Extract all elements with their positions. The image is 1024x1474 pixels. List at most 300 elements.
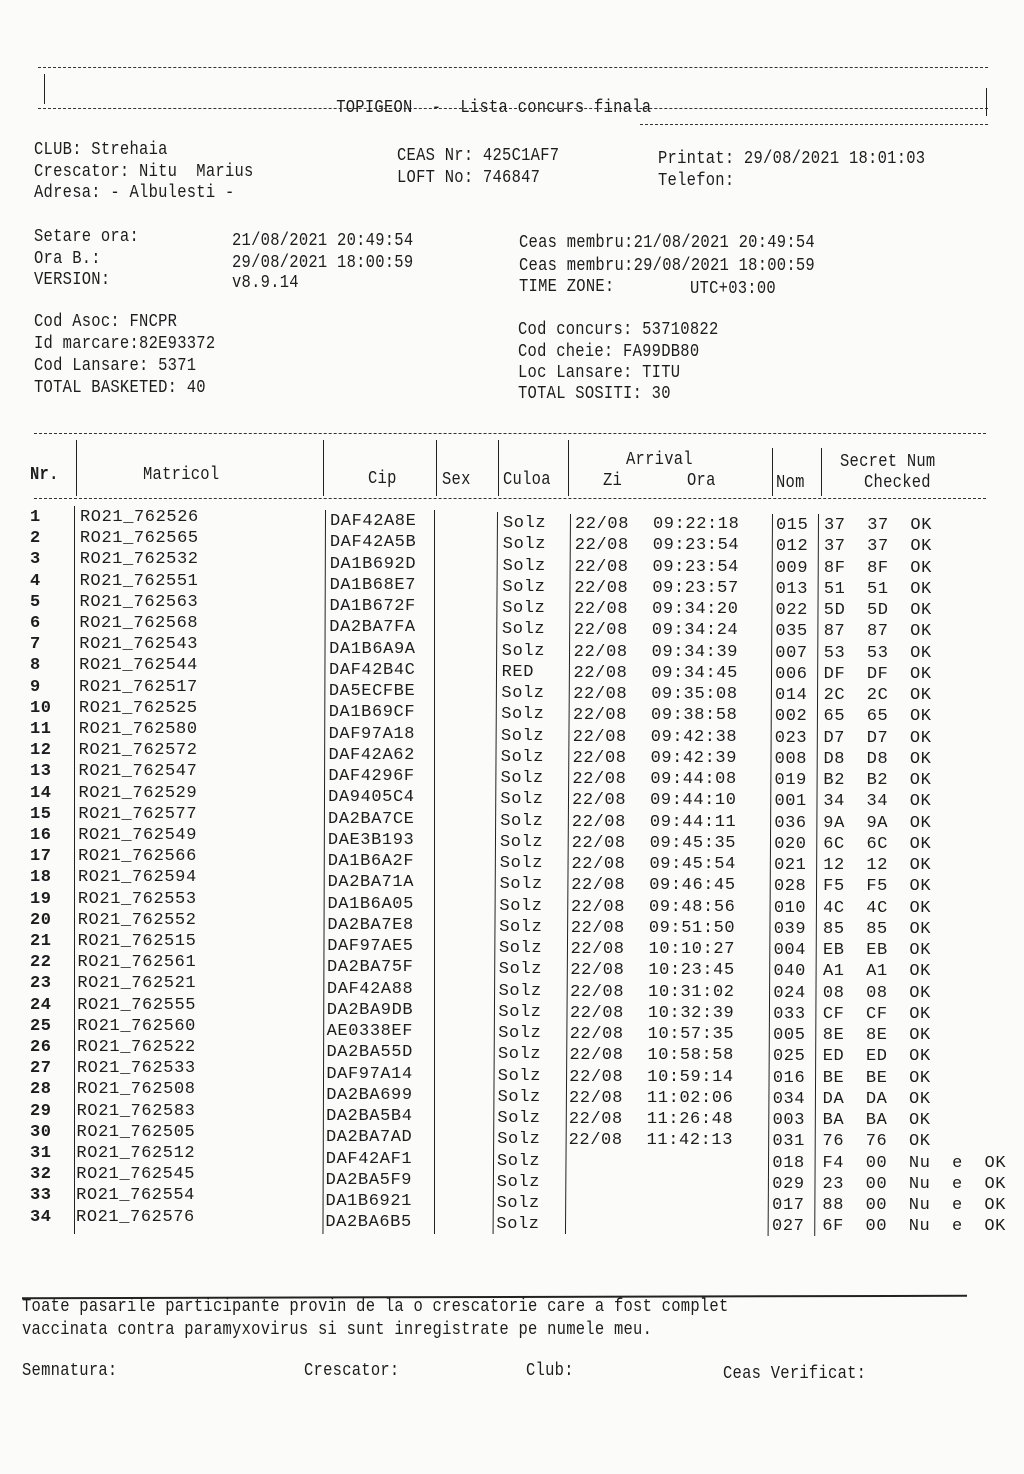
- cell-nom: 034: [772, 1089, 806, 1109]
- cell-culoa: Solz: [500, 790, 544, 810]
- cell-culoa: Solz: [502, 577, 546, 597]
- cell-ora: 09:34:39: [651, 642, 739, 662]
- cell-matricol: RO21_762522: [77, 1038, 196, 1057]
- cell-nr: 29: [30, 1101, 52, 1121]
- cell-nr: 20: [30, 910, 52, 930]
- cell-nom: 003: [772, 1111, 806, 1130]
- cell-zi: 22/08: [571, 855, 626, 874]
- cell-nr: 13: [30, 762, 52, 782]
- cell-nom: 024: [773, 983, 806, 1003]
- cell-ora: 10:32:39: [647, 1003, 735, 1023]
- cell-cip: DA2BA6B5: [325, 1213, 412, 1233]
- cell-nom: 001: [774, 792, 807, 812]
- cell-culoa: Solz: [497, 1066, 542, 1086]
- cell-zi: 22/08: [571, 876, 626, 896]
- ceas-membru-2: Ceas membru:29/08/2021 18:00:59: [519, 256, 815, 276]
- cell-secret: EB EB OK: [823, 941, 932, 960]
- cell-matricol: RO21_762561: [77, 953, 197, 973]
- cell-zi: 22/08: [573, 663, 628, 683]
- cell-ora: 10:57:35: [647, 1025, 735, 1044]
- cell-secret: 53 53 OK: [823, 643, 932, 663]
- cell-nom: 010: [773, 898, 807, 918]
- cell-zi: 22/08: [572, 770, 627, 789]
- cell-nr: 5: [30, 592, 41, 612]
- cell-cip: DA2BA71A: [327, 873, 415, 893]
- cell-culoa: Solz: [503, 514, 547, 533]
- cell-culoa: Solz: [498, 1002, 542, 1022]
- cell-cip: DAF42A88: [326, 979, 414, 999]
- cell-matricol: RO21_762521: [77, 974, 197, 994]
- cell-nr: 23: [30, 974, 52, 994]
- cell-nom: 036: [774, 813, 807, 833]
- cell-nom: 029: [772, 1174, 805, 1194]
- crescator-field: Crescator: Nitu Marius: [34, 162, 254, 182]
- cell-secret: 88 00 Nu e OK: [822, 1196, 1007, 1215]
- cell-nom: 021: [774, 856, 807, 875]
- cod-asoc-field: Cod Asoc: FNCPR: [34, 312, 178, 332]
- cell-zi: 22/08: [569, 1025, 624, 1044]
- cell-zi: 22/08: [572, 727, 627, 747]
- declaration-line-1: Toate pasarile participante provin de la o crescatorie care a fost complet: [22, 1297, 729, 1317]
- declaration-line-2: vaccinata contra paramyxovirus si sunt inregistrate pe numele meu.: [22, 1320, 653, 1340]
- cell-nom: 007: [775, 643, 808, 663]
- cell-culoa: Solz: [497, 1130, 541, 1150]
- cell-secret: 08 08 OK: [822, 983, 931, 1003]
- cell-ora: 10:23:45: [648, 961, 735, 981]
- cell-ora: 10:59:14: [647, 1067, 734, 1087]
- cod-lansare-field: Cod Lansare: 5371: [34, 356, 197, 376]
- cell-cip: DA1B672F: [329, 597, 416, 616]
- cell-secret: 6F 00 Nu e OK: [822, 1217, 1006, 1237]
- printat-field: Printat: 29/08/2021 18:01:03: [658, 149, 926, 169]
- cell-culoa: Solz: [502, 599, 546, 618]
- cell-secret: 51 51 OK: [823, 579, 932, 599]
- header-ora: Ora: [687, 471, 716, 491]
- cell-nom: 013: [775, 579, 809, 599]
- cell-nom: 018: [772, 1153, 805, 1173]
- total-sositi-field: TOTAL SOSITI: 30: [518, 384, 671, 404]
- cell-ora: 09:38:58: [651, 706, 738, 726]
- cell-ora: 09:51:50: [648, 918, 736, 938]
- cell-cip: DAF4296F: [328, 767, 415, 786]
- header-arrival: Arrival: [626, 450, 693, 470]
- cell-ora: 09:48:56: [649, 897, 736, 917]
- cell-ora: 10:58:58: [647, 1046, 734, 1066]
- cell-secret: CF CF OK: [822, 1004, 931, 1024]
- cell-secret: 5D 5D OK: [823, 601, 932, 620]
- cell-zi: 22/08: [574, 536, 629, 556]
- cell-secret: 87 87 OK: [823, 622, 932, 642]
- cell-culoa: Solz: [500, 747, 545, 767]
- cell-ora: 10:10:27: [648, 940, 736, 959]
- cell-nom: 027: [772, 1217, 805, 1237]
- ceas-nr-field: CEAS Nr: 425C1AF7: [397, 146, 560, 166]
- header-bottom-rule: [34, 498, 986, 499]
- cell-matricol: RO21_762533: [76, 1059, 196, 1079]
- cell-secret: 85 85 OK: [823, 919, 932, 939]
- cell-ora: 09:45:54: [649, 855, 736, 874]
- header-divider: [498, 440, 499, 496]
- cell-ora: 09:23:54: [652, 557, 739, 577]
- cell-ora: 09:23:57: [652, 578, 739, 598]
- telefon-field: Telefon:: [658, 171, 735, 191]
- cell-matricol: RO21_762568: [79, 614, 199, 633]
- cell-cip: DAF97A14: [326, 1064, 413, 1084]
- cell-nr: 26: [30, 1038, 52, 1057]
- cell-cip: DAF42A62: [328, 745, 415, 765]
- title-separator: -: [431, 98, 442, 118]
- cell-culoa: Solz: [498, 981, 542, 1001]
- header-divider: [436, 440, 437, 496]
- cell-zi: 22/08: [570, 918, 625, 938]
- document-title: [298, 78, 651, 138]
- title-box-left-border: [44, 74, 45, 104]
- cell-nom: 022: [775, 601, 808, 620]
- cell-cip: DA2BA7E8: [327, 915, 414, 935]
- cell-matricol: RO21_762565: [79, 529, 199, 549]
- cell-zi: 22/08: [568, 1131, 623, 1151]
- cell-secret: 8E 8E OK: [822, 1026, 931, 1045]
- cell-culoa: Solz: [498, 960, 543, 980]
- cell-matricol: RO21_762505: [76, 1122, 196, 1142]
- cell-matricol: RO21_762566: [78, 847, 197, 867]
- cell-matricol: RO21_762532: [79, 550, 199, 570]
- cell-nom: 031: [772, 1132, 805, 1152]
- header-culoa: Culoa: [503, 470, 551, 490]
- cell-secret: F4 00 Nu e OK: [822, 1153, 1007, 1173]
- cell-nr: 7: [30, 635, 41, 655]
- cell-nom: 014: [775, 686, 808, 705]
- cell-nom: 028: [773, 877, 807, 897]
- cell-secret: 9A 9A OK: [823, 813, 932, 833]
- cell-secret: 4C 4C OK: [823, 898, 932, 918]
- cell-secret: 12 12 OK: [823, 856, 932, 875]
- cell-nom: 015: [776, 516, 809, 535]
- cell-nr: 17: [30, 847, 52, 867]
- cell-nom: 035: [775, 622, 808, 642]
- ora-b-label: Ora B.:: [34, 249, 101, 269]
- cell-nr: 1: [30, 508, 41, 527]
- ora-b-value: 29/08/2021 18:00:59: [232, 253, 414, 273]
- cell-cip: AE0338EF: [326, 1022, 414, 1041]
- cell-zi: 22/08: [574, 557, 629, 577]
- cell-culoa: Solz: [501, 684, 545, 703]
- cell-matricol: RO21_762517: [79, 677, 198, 697]
- cell-nr: 19: [30, 889, 52, 909]
- total-basketed-field: TOTAL BASKETED: 40: [34, 378, 206, 398]
- cell-secret: D8 D8 OK: [823, 749, 932, 769]
- ceas-membru-1: Ceas membru:21/08/2021 20:49:54: [519, 233, 815, 253]
- cell-secret: 76 76 OK: [822, 1132, 931, 1152]
- cell-secret: ED ED OK: [822, 1047, 931, 1067]
- cell-nr: 9: [30, 677, 41, 697]
- header-matricol: Matricol: [143, 465, 220, 485]
- cell-culoa: Solz: [498, 1045, 542, 1065]
- cell-culoa: Solz: [501, 705, 545, 725]
- cell-culoa: Solz: [502, 556, 546, 576]
- cell-nom: 008: [774, 749, 808, 769]
- cell-nom: 025: [773, 1047, 806, 1067]
- cell-matricol: RO21_762526: [80, 508, 199, 527]
- header-nom: Nom: [776, 473, 805, 493]
- cell-secret: DA DA OK: [822, 1089, 931, 1109]
- column-divider: [74, 506, 75, 1234]
- cell-culoa: Solz: [497, 1151, 541, 1171]
- cell-secret: BE BE OK: [822, 1068, 931, 1088]
- cell-secret: 37 37 OK: [823, 537, 932, 557]
- cell-matricol: RO21_762555: [77, 995, 197, 1015]
- cell-cip: DA2BA9DB: [326, 1000, 414, 1020]
- cell-secret: 6C 6C OK: [823, 834, 932, 854]
- ceas-verificat-label: Ceas Verificat:: [723, 1364, 867, 1384]
- header-divider: [76, 440, 77, 496]
- header-divider: [821, 448, 822, 496]
- cell-nom: 006: [775, 664, 808, 684]
- cell-ora: 09:46:45: [649, 876, 736, 896]
- cell-ora: 09:34:24: [651, 621, 739, 641]
- cell-culoa: Solz: [497, 1087, 541, 1107]
- cell-cip: DAF42B4C: [329, 660, 416, 680]
- cell-cip: DA1B68E7: [329, 575, 416, 595]
- cell-culoa: Solz: [497, 1109, 541, 1128]
- header-nr: Nr.: [30, 465, 59, 485]
- cell-culoa: Solz: [502, 535, 547, 555]
- cell-nom: 005: [773, 1026, 806, 1045]
- cell-cip: DA1B6A9A: [329, 639, 416, 659]
- cell-secret: 34 34 OK: [823, 792, 932, 812]
- setare-ora-value: 21/08/2021 20:49:54: [232, 231, 414, 251]
- time-zone-value: UTC+03:00: [690, 279, 776, 299]
- cell-nr: 21: [30, 932, 52, 951]
- cell-matricol: RO21_762553: [77, 889, 197, 909]
- cell-nom: 033: [773, 1004, 806, 1024]
- cell-culoa: Solz: [500, 769, 544, 788]
- cell-matricol: RO21_762515: [77, 932, 197, 951]
- cell-culoa: Solz: [500, 832, 544, 852]
- cell-matricol: RO21_762525: [78, 698, 198, 718]
- cell-cip: DA2BA7CE: [328, 809, 415, 829]
- cell-zi: 22/08: [574, 600, 629, 619]
- cell-matricol: RO21_762594: [77, 868, 197, 888]
- cell-ora: 09:35:08: [651, 685, 738, 704]
- cell-ora: 09:23:54: [652, 536, 740, 556]
- cell-zi: 22/08: [573, 621, 628, 641]
- cell-cip: DAF42AF1: [325, 1149, 413, 1169]
- cell-secret: 65 65 OK: [823, 707, 932, 727]
- version-label: VERSION:: [34, 270, 111, 290]
- cell-zi: 22/08: [570, 982, 625, 1002]
- adresa-field: Adresa: - Albulesti -: [34, 183, 235, 203]
- cell-nr: 2: [30, 529, 41, 549]
- cell-cip: DAF42A8E: [330, 512, 417, 531]
- time-zone-label: TIME ZONE:: [519, 277, 615, 297]
- cell-nr: 25: [30, 1016, 52, 1036]
- cell-zi: 22/08: [571, 812, 626, 832]
- cell-nom: 012: [775, 537, 809, 557]
- cell-nom: 039: [773, 919, 807, 939]
- cell-nr: 4: [30, 571, 41, 591]
- cell-secret: D7 D7 OK: [823, 728, 932, 748]
- cell-cip: DA1B6A2F: [327, 852, 415, 871]
- cell-cip: DAE3B193: [327, 830, 415, 850]
- cell-matricol: RO21_762580: [78, 720, 198, 739]
- cell-nr: 31: [30, 1144, 52, 1163]
- cell-culoa: Solz: [500, 811, 544, 831]
- loc-lansare-field: Loc Lansare: TITU: [518, 363, 681, 383]
- club-field: CLUB: Strehaia: [34, 140, 168, 160]
- cell-nr: 33: [30, 1186, 52, 1206]
- cell-matricol: RO21_762512: [76, 1144, 196, 1163]
- cell-zi: 22/08: [569, 1067, 624, 1087]
- cell-ora: 09:45:35: [649, 833, 737, 853]
- cell-zi: 22/08: [573, 685, 628, 704]
- header-cip: Cip: [368, 469, 397, 489]
- cell-culoa: Solz: [499, 854, 544, 873]
- cell-cip: DA1B69CF: [328, 703, 416, 723]
- cell-zi: 22/08: [569, 1088, 624, 1108]
- cell-matricol: RO21_762551: [79, 571, 199, 591]
- cell-nr: 28: [30, 1080, 52, 1100]
- cell-ora: 09:44:10: [650, 791, 737, 811]
- cell-cip: DA1B6921: [325, 1192, 412, 1211]
- cell-culoa: Solz: [496, 1194, 540, 1213]
- cell-culoa: Solz: [499, 939, 543, 958]
- cell-nr: 34: [30, 1207, 52, 1227]
- cell-secret: A1 A1 OK: [822, 962, 931, 982]
- cell-nom: 019: [774, 771, 807, 790]
- cell-cip: DAF42A5B: [329, 533, 417, 553]
- cell-nr: 16: [30, 826, 52, 845]
- cell-secret: DF DF OK: [823, 664, 932, 684]
- cell-cip: DA2BA5B4: [326, 1107, 413, 1126]
- cell-ora: 09:42:39: [650, 748, 737, 768]
- header-divider: [323, 440, 324, 496]
- cod-concurs-field: Cod concurs: 53710822: [518, 320, 719, 340]
- cell-nr: 24: [30, 995, 52, 1015]
- cell-secret: 2C 2C OK: [823, 686, 932, 705]
- cell-matricol: RO21_762545: [76, 1165, 196, 1185]
- cell-nr: 27: [30, 1059, 52, 1079]
- cell-matricol: RO21_762547: [78, 762, 198, 782]
- cell-nr: 32: [30, 1165, 52, 1185]
- crescator-label: Crescator:: [304, 1361, 400, 1381]
- cell-matricol: RO21_762554: [76, 1186, 195, 1206]
- cell-ora: 09:44:08: [650, 770, 737, 789]
- cell-nom: 020: [774, 834, 807, 854]
- cell-secret: 8F 8F OK: [823, 558, 932, 578]
- cell-nom: 040: [773, 962, 806, 982]
- cell-secret: 37 37 OK: [824, 516, 933, 535]
- header-top-rule: [34, 433, 986, 434]
- cell-matricol: RO21_762549: [78, 826, 198, 845]
- cell-zi: 22/08: [571, 897, 626, 917]
- cell-zi: 22/08: [574, 578, 629, 598]
- cell-nr: 22: [30, 953, 52, 973]
- cell-zi: 22/08: [573, 706, 628, 726]
- cell-matricol: RO21_762508: [76, 1080, 196, 1100]
- cell-culoa: Solz: [499, 875, 543, 895]
- cell-cip: DA1B692D: [329, 554, 417, 574]
- title-box-bottom-border-2: [640, 124, 988, 125]
- cell-ora: 11:42:13: [646, 1131, 734, 1151]
- cell-nr: 30: [30, 1122, 52, 1142]
- cell-cip: DAF97A18: [328, 724, 416, 744]
- cell-matricol: RO21_762544: [79, 656, 198, 676]
- cell-nr: 11: [30, 720, 52, 739]
- cell-nom: 004: [773, 941, 806, 960]
- cell-matricol: RO21_762576: [76, 1207, 195, 1227]
- cell-ora: 09:22:18: [653, 515, 740, 534]
- cell-nom: 016: [772, 1068, 806, 1088]
- cell-ora: 10:31:02: [648, 982, 735, 1002]
- cell-zi: 22/08: [575, 515, 630, 534]
- cell-culoa: Solz: [498, 1024, 542, 1043]
- cell-ora: 09:34:20: [652, 600, 739, 619]
- cell-cip: DA2BA75F: [327, 958, 414, 978]
- cell-culoa: Solz: [501, 726, 545, 746]
- app-name: TOPIGEON: [336, 98, 413, 118]
- cell-matricol: RO21_762552: [77, 910, 197, 930]
- header-secret-num: Secret Num: [840, 452, 936, 472]
- cell-matricol: RO21_762583: [76, 1101, 196, 1121]
- cell-nr: 14: [30, 783, 52, 803]
- setare-ora-label: Setare ora:: [34, 227, 140, 247]
- cell-zi: 22/08: [570, 961, 625, 981]
- header-zi: Zi: [603, 471, 623, 491]
- title-box-right-border: [986, 88, 987, 116]
- cell-secret: 23 00 Nu e OK: [822, 1174, 1007, 1194]
- cell-nom: 009: [775, 558, 809, 578]
- cell-matricol: RO21_762563: [79, 592, 199, 612]
- cell-culoa: RED: [501, 662, 534, 682]
- loft-no-field: LOFT No: 746847: [397, 168, 541, 188]
- cod-cheie-field: Cod cheie: FA99DB80: [518, 342, 700, 362]
- cell-culoa: Solz: [501, 641, 546, 661]
- cell-nr: 12: [30, 741, 52, 761]
- cell-culoa: Solz: [499, 917, 543, 937]
- cell-nom: 023: [774, 728, 808, 748]
- cell-ora: 11:02:06: [647, 1088, 734, 1108]
- cell-nr: 18: [30, 868, 52, 888]
- cell-matricol: RO21_762572: [78, 741, 198, 761]
- document-name: Lista concurs finala: [460, 98, 652, 118]
- cell-zi: 22/08: [573, 642, 628, 662]
- header-checked: Checked: [864, 473, 931, 493]
- cell-nr: 15: [30, 804, 52, 824]
- column-divider: [814, 514, 819, 1236]
- header-sex: Sex: [442, 470, 471, 490]
- id-marcare-field: Id marcare:82E93372: [34, 334, 216, 354]
- cell-matricol: RO21_762529: [78, 783, 198, 803]
- cell-zi: 22/08: [568, 1110, 623, 1129]
- version-value: v8.9.14: [232, 273, 299, 293]
- cell-zi: 22/08: [569, 1046, 624, 1066]
- cell-zi: 22/08: [570, 940, 625, 959]
- cell-zi: 22/08: [572, 791, 627, 811]
- cell-secret: B2 B2 OK: [823, 771, 932, 790]
- cell-matricol: RO21_762543: [79, 635, 199, 655]
- cell-culoa: Solz: [496, 1215, 540, 1235]
- title-box-top-border: [38, 67, 988, 68]
- cell-zi: 22/08: [571, 833, 626, 853]
- cell-cip: DA2BA7AD: [325, 1128, 413, 1148]
- header-divider: [568, 440, 569, 496]
- cell-ora: 09:42:38: [650, 727, 738, 747]
- cell-ora: 11:26:48: [646, 1110, 734, 1129]
- cell-ora: 09:34:45: [651, 663, 738, 683]
- cell-nr: 10: [30, 698, 52, 718]
- cell-nom: 017: [772, 1196, 805, 1215]
